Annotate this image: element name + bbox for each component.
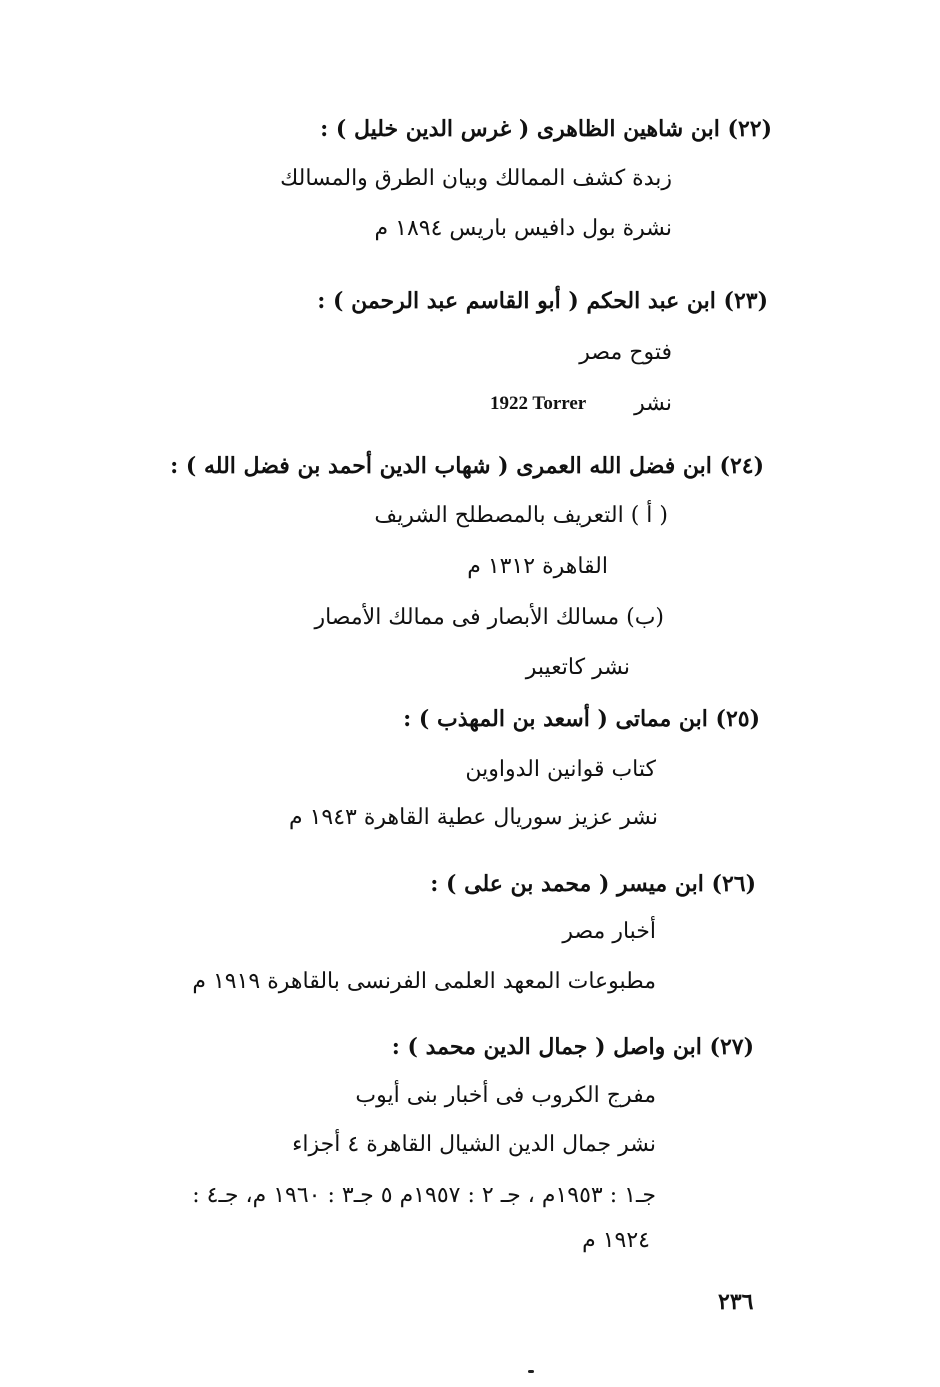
entry-heading: (٢٤) ابن فضل الله العمرى ( شهاب الدين أحمد بن فضل الله ) : — [170, 453, 764, 479]
entry-line: جـ١ : ١٩٥٣م ، جـ ٢ : ١٩٥٧م ٥ جـ٣ : ١٩٦٠ م، جـ٤ : — [192, 1183, 656, 1208]
entry-line: زبدة كشف الممالك وبيان الطرق والمسالك — [280, 166, 672, 191]
entry-line: نشر جمال الدين الشيال القاهرة ٤ أجزاء — [292, 1132, 656, 1157]
entry-line: مفرج الكروب فى أخبار بنى أيوب — [355, 1083, 656, 1108]
entry-line: ١٩٢٤ م — [582, 1228, 650, 1253]
entry-line: نشرة بول دافيس باريس ١٨٩٤ م — [374, 216, 672, 241]
entry-line: (ب) مسالك الأبصار فى ممالك الأمصار — [314, 605, 664, 630]
entry-line: كتاب قوانين الدواوين — [465, 757, 656, 782]
entry-line: نشر عزيز سوريال عطية القاهرة ١٩٤٣ م — [288, 805, 658, 830]
entry-heading: (٢٥) ابن مماتى ( أسعد بن المهذب ) : — [403, 706, 760, 732]
entry-line: القاهرة ١٣١٢ م — [467, 554, 608, 579]
print-mark — [528, 1370, 534, 1373]
entry-heading: (٢٧) ابن واصل ( جمال الدين محمد ) : — [391, 1034, 754, 1060]
entry-line: نشر كاتعيبر — [525, 655, 630, 680]
publisher-label: نشر — [634, 391, 672, 416]
publisher-latin: 1922 Torrer — [490, 393, 587, 414]
entry-line: فتوح مصر — [579, 340, 672, 365]
entry-heading: (٢٣) ابن عبد الحكم ( أبو القاسم عبد الرحمن ) : — [317, 288, 768, 314]
entry-line: ( أ ) التعريف بالمصطلح الشريف — [374, 503, 668, 528]
entry-heading: (٢٦) ابن ميسر ( محمد بن على ) : — [430, 871, 756, 897]
entry-heading: (٢٢) ابن شاهين الظاهرى ( غرس الدين خليل ) : — [320, 116, 772, 142]
page-number: ٢٣٦ — [718, 1289, 754, 1315]
entry-line: أخبار مصر — [562, 919, 656, 944]
entry-line: مطبوعات المعهد العلمى الفرنسى بالقاهرة ١٩١٩ م — [192, 969, 656, 994]
